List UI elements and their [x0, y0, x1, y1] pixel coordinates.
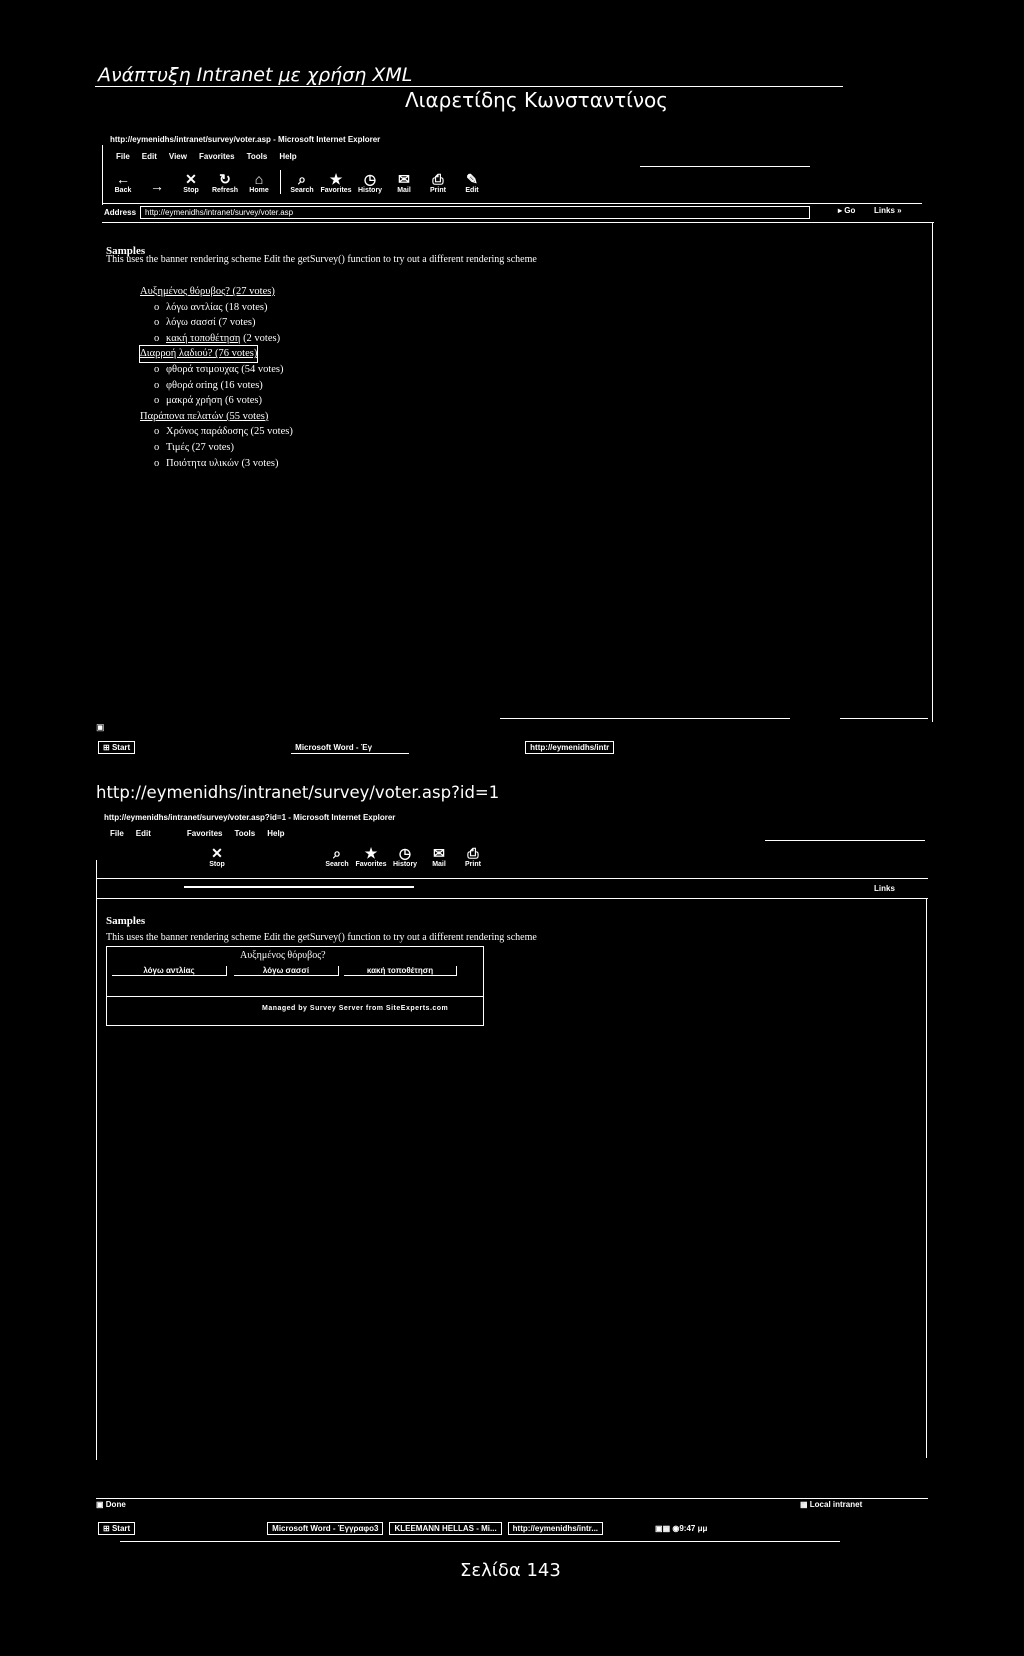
favorites-icon: ★ [329, 171, 343, 187]
address-label: Address [104, 208, 137, 217]
go-icon: ▸ [838, 206, 845, 215]
taskbar-2 [98, 1522, 707, 1535]
favorites-icon: ★ [364, 845, 378, 861]
refresh-icon: ↻ [219, 171, 231, 187]
edit-icon: ✎ [466, 171, 478, 187]
toolbar-divider-1 [102, 203, 922, 204]
menu-divider-2 [765, 840, 925, 841]
poll-answer[interactable]: o μακρά χρήση (6 votes) [140, 393, 293, 409]
browser-window-2 [0, 800, 1024, 1560]
poll-question-1[interactable]: Αυξημένος θόρυβος? (27 votes) [140, 286, 275, 297]
toolbar-1 [106, 170, 489, 194]
forward-icon: → [150, 178, 164, 194]
menu-help[interactable]: Help [279, 152, 297, 161]
search-icon: ⌕ [298, 171, 306, 187]
menu-edit[interactable]: Edit [135, 829, 151, 838]
status-divider-1b [840, 718, 928, 719]
document-author: Λιαρετίδης Κωνσταντίνος [405, 88, 669, 112]
search-button[interactable]: ⌕ Search [325, 845, 349, 868]
samples-text-2: This uses the banner rendering scheme Edit the getSurvey() function to try out a different rendering scheme [106, 932, 537, 943]
taskbar-1 [98, 741, 620, 754]
browser-window-1 [0, 0, 1024, 760]
edit-button[interactable]: ✎ Edit [465, 171, 479, 194]
toolbar-2 [200, 846, 490, 868]
mail-button[interactable]: ✉ Mail [432, 845, 446, 868]
poll-answer[interactable]: o λόγω αντλίας (18 votes) [140, 300, 293, 316]
menu-file[interactable]: File [116, 152, 130, 161]
forward-button[interactable] [140, 179, 174, 194]
status-divider-2 [96, 1498, 928, 1499]
menu-tools[interactable]: Tools [234, 829, 256, 838]
document-title: Ανάπτυξη Intranet με χρήση XML [98, 64, 413, 86]
search-button[interactable]: ⌕ Search [290, 171, 314, 194]
viewport-right-border-2 [926, 898, 927, 1458]
status-page-icon-1: ▣ [96, 722, 105, 732]
poll-question-3[interactable]: Παράπονα πελατών (55 votes) [140, 410, 269, 422]
mail-icon: ✉ [433, 845, 445, 861]
print-button[interactable]: ⎙ Print [465, 845, 481, 868]
back-icon: ← [116, 171, 130, 187]
menu-divider-1 [640, 166, 810, 167]
poll-results [140, 284, 293, 471]
links-button[interactable]: Links » [874, 206, 902, 215]
links-button[interactable]: Links [874, 884, 895, 893]
menu-bar-2 [110, 829, 285, 838]
poll-question-2[interactable]: Διαρροή λαδιού? (76 votes) [140, 346, 257, 362]
menu-file[interactable]: File [110, 829, 124, 838]
stop-icon: ✕ [211, 845, 223, 861]
search-icon: ⌕ [333, 845, 341, 861]
url-heading: http://eymenidhs/intranet/survey/voter.asp?id=1 [96, 783, 500, 802]
managed-by-label: Managed by Survey Server from SiteExperts.com [262, 1005, 449, 1012]
address-bar-1 [104, 206, 810, 219]
menu-tools[interactable]: Tools [246, 152, 268, 161]
menu-help[interactable]: Help [267, 829, 285, 838]
print-icon: ⎙ [432, 171, 444, 187]
home-button[interactable]: ⌂ Home [249, 171, 269, 194]
vote-button-chassis[interactable]: λόγω σασσί [234, 966, 339, 976]
taskbar-item-browser[interactable]: http://eymenidhs/intr... [508, 1522, 603, 1535]
history-button[interactable]: ◷ History [392, 845, 418, 868]
vote-button-pump[interactable]: λόγω αντλίας [112, 966, 227, 976]
address-bar-2 [184, 886, 414, 888]
go-button[interactable]: ▸ Go [838, 206, 856, 215]
voting-divider [106, 996, 484, 997]
status-done: ▣ Done [96, 1500, 126, 1509]
menu-view[interactable]: View [168, 152, 187, 161]
window-left-border-1 [102, 145, 103, 205]
mail-icon: ✉ [398, 171, 410, 187]
address-divider-2 [96, 898, 928, 899]
mail-button[interactable]: ✉ Mail [397, 171, 411, 194]
taskbar-item-kleemann[interactable]: KLEEMANN HELLAS - Mi... [389, 1522, 501, 1535]
poll-answer[interactable]: o Τιμές (27 votes) [140, 440, 293, 456]
menu-edit[interactable]: Edit [141, 152, 157, 161]
stop-button[interactable]: ✕ Stop [183, 171, 199, 194]
taskbar-item-word[interactable]: Microsoft Word - Έγ [291, 742, 409, 754]
refresh-button[interactable]: ↻ Refresh [211, 171, 239, 194]
print-icon: ⎙ [467, 845, 479, 861]
taskbar-clock: 9:47 μμ [679, 1524, 708, 1533]
status-zone: ▦ Local intranet [800, 1500, 863, 1509]
intranet-icon: ▦ [800, 1500, 810, 1509]
menu-bar-1 [116, 152, 297, 161]
poll-answer[interactable]: o Χρόνος παράδοσης (25 votes) [140, 424, 293, 440]
history-icon: ◷ [398, 845, 412, 861]
history-icon: ◷ [363, 171, 377, 187]
stop-icon: ✕ [185, 171, 197, 187]
taskbar-item-browser[interactable]: http://eymenidhs/intr [525, 741, 614, 754]
toolbar-separator [280, 170, 281, 194]
taskbar-item-word[interactable]: Microsoft Word - Έγγραφο3 [267, 1522, 383, 1535]
stop-button[interactable]: ✕ Stop [209, 845, 225, 868]
samples-heading-2: Samples [106, 915, 146, 927]
poll-answer[interactable]: o κακή τοποθέτηση (2 votes) [140, 331, 293, 347]
page-done-icon: ▣ [96, 1500, 106, 1509]
poll-answer[interactable]: o φθορά οring (16 votes) [140, 378, 293, 394]
window-title-2: http://eymenidhs/intranet/survey/voter.asp?id=1 - Microsoft Internet Explorer [104, 813, 396, 822]
poll-answer[interactable]: o Ποιότητα υλικών (3 votes) [140, 456, 293, 472]
voting-question: Αυξημένος θόρυβος? [240, 950, 326, 961]
menu-favorites[interactable]: Favorites [186, 829, 223, 838]
viewport-left-border-2 [96, 860, 97, 1460]
back-button[interactable]: ← Back [114, 171, 132, 194]
print-button[interactable]: ⎙ Print [430, 171, 446, 194]
poll-answer[interactable]: o φθορά τσιμουχας (54 votes) [140, 362, 293, 378]
favorites-button[interactable]: ★ Favorites [355, 845, 387, 868]
toolbar-divider-2 [96, 878, 928, 879]
menu-favorites[interactable]: Favorites [198, 152, 235, 161]
home-icon: ⌂ [254, 171, 264, 187]
address-divider-1 [102, 222, 934, 223]
samples-heading-1: Samples [106, 245, 146, 257]
samples-text-1: This uses the banner rendering scheme Edit the getSurvey() function to try out a different rendering scheme [106, 254, 537, 265]
vote-button-mounting[interactable]: κακή τοποθέτηση [344, 966, 457, 976]
tray-icons: ▣▦ ◉ [655, 1524, 680, 1533]
page-number: Σελίδα 143 [460, 1560, 561, 1581]
favorites-button[interactable]: ★ Favorites [320, 171, 352, 194]
footer-rule [120, 1541, 840, 1542]
status-divider-1 [500, 718, 790, 719]
window-title-1: http://eymenidhs/intranet/survey/voter.asp - Microsoft Internet Explorer [110, 135, 381, 144]
poll-answer[interactable]: o λόγω σασσί (7 votes) [140, 315, 293, 331]
start-button[interactable]: ⊞ Start [98, 741, 135, 754]
address-input[interactable]: http://eymenidhs/intranet/survey/voter.asp [140, 206, 810, 219]
history-button[interactable]: ◷ History [357, 171, 383, 194]
start-button[interactable]: ⊞ Start [98, 1522, 135, 1535]
viewport-right-border-1 [932, 222, 933, 722]
